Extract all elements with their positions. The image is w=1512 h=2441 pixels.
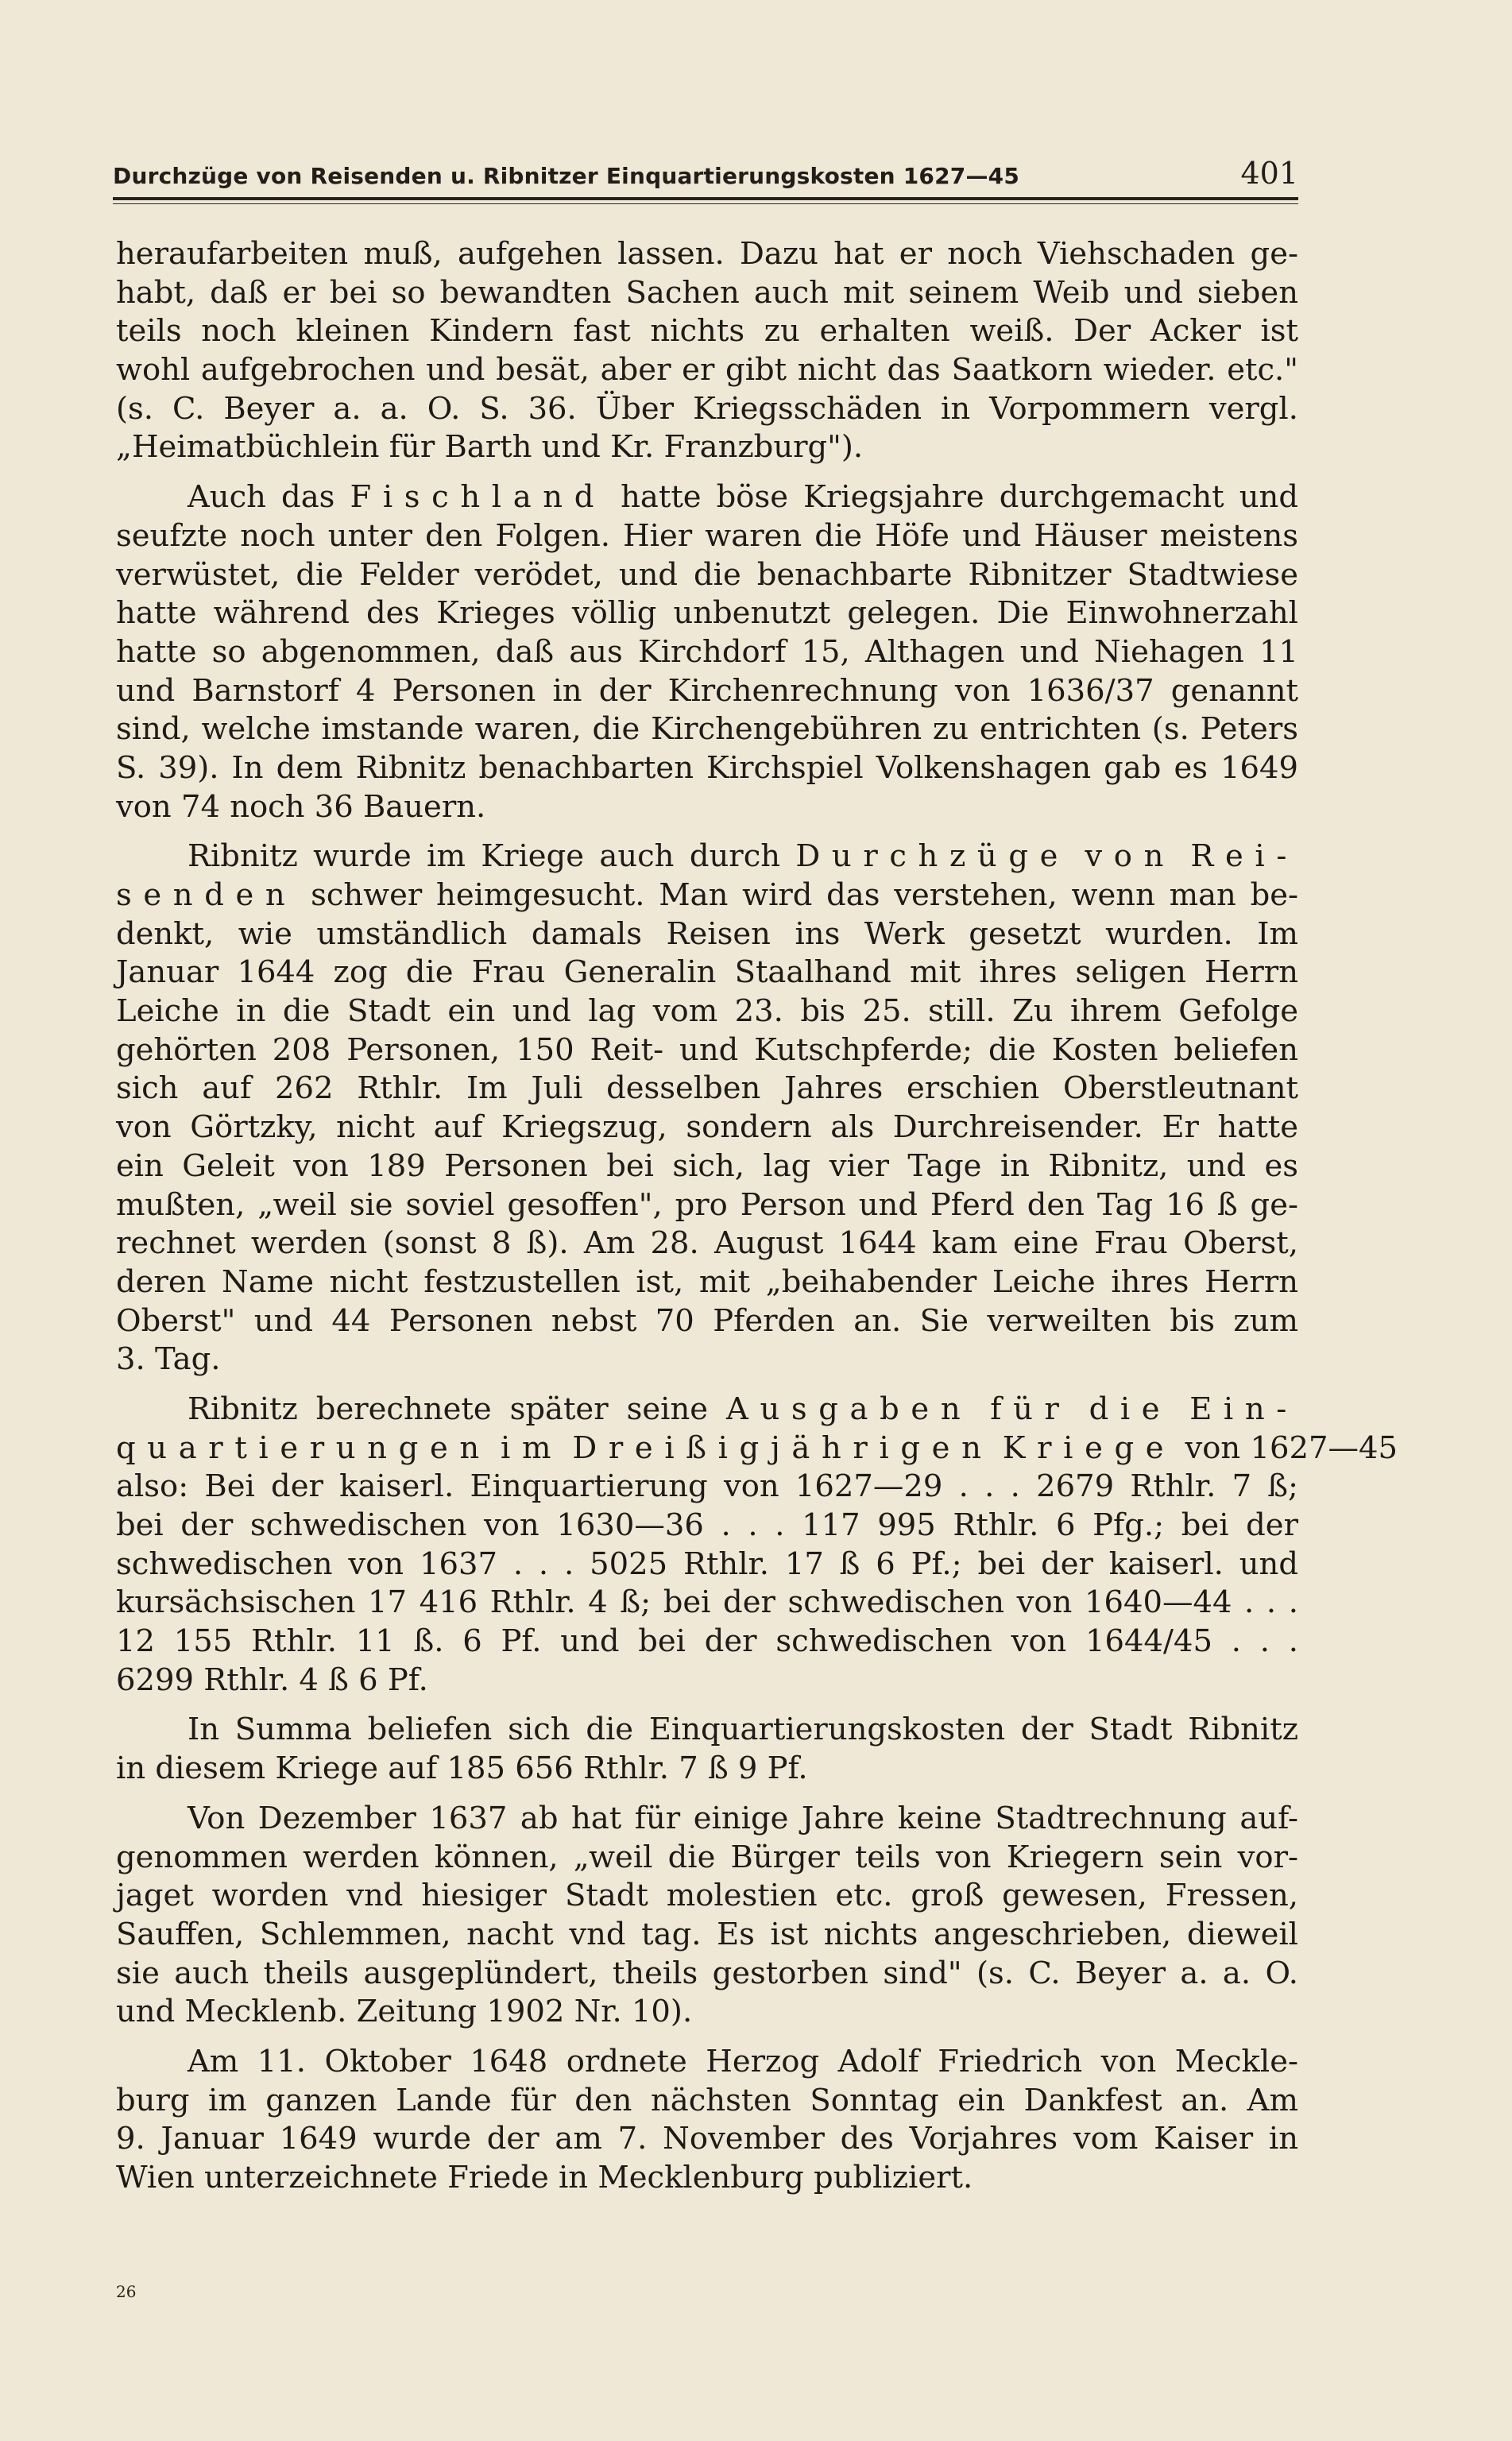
- text-line: 6299 Rthlr. 4 ß 6 Pf.: [116, 1662, 428, 1698]
- text-line: Ribnitz berechnete später seine Ausgaben für die Ein-: [188, 1391, 1298, 1427]
- text-line: gehörten 208 Personen, 150 Reit- und Kutschpferde; die Kosten beliefen: [116, 1031, 1298, 1068]
- text-line: und Mecklenb. Zeitung 1902 Nr. 10).: [116, 1994, 693, 2030]
- text-line: quartierungen im Dreißigjährigen Kriege von 1627—45: [116, 1429, 1398, 1466]
- running-title: Durchzüge von Reisenden u. Ribnitzer Einquartierungskosten 1627—45: [113, 163, 1020, 189]
- paragraph-gap: [116, 826, 1298, 838]
- text-line: habt, daß er bei so bewandten Sachen auch mit seinem Weib und sieben: [116, 274, 1298, 311]
- text-line: bei der schwedischen von 1630—36 . . . 117 995 Rthlr. 6 Pfg.; bei der: [116, 1507, 1298, 1543]
- paragraph-gap: [116, 467, 1298, 478]
- text-line: rechnet werden (sonst 8 ß). Am 28. August 1644 kam eine Frau Oberst,: [116, 1225, 1298, 1262]
- text-line: genommen werden können, „weil die Bürger teils von Kriegern sein vor-: [116, 1839, 1298, 1875]
- text-line: In Summa beliefen sich die Einquartierungskosten der Stadt Ribnitz: [188, 1712, 1298, 1748]
- text-line: sie auch theils ausgeplündert, theils gestorben sind" (s. C. Beyer a. a. O.: [116, 1955, 1298, 1991]
- text-line: Ribnitz wurde im Kriege auch durch Durchzüge von Rei-: [188, 838, 1298, 875]
- running-header: [113, 156, 1298, 191]
- text-line: denkt, wie umständlich damals Reisen ins Werk gesetzt wurden. Im: [116, 915, 1298, 952]
- text-line: S. 39). In dem Ribnitz benachbarten Kirchspiel Volkenshagen gab es 1649: [116, 749, 1298, 786]
- text-line: Sauffen, Schlemmen, nacht vnd tag. Es ist nichts angeschrieben, dieweil: [116, 1916, 1298, 1952]
- text-line: schwedischen von 1637 . . . 5025 Rthlr. 17 ß 6 Pf.; bei der kaiserl. und: [116, 1545, 1298, 1582]
- signature-mark: 26: [116, 2282, 137, 2301]
- text-line: Oberst" und 44 Personen nebst 70 Pferden an. Sie verweilten bis zum: [116, 1302, 1298, 1339]
- text-line: hatte so abgenommen, daß aus Kirchdorf 15, Althagen und Niehagen 11: [116, 633, 1298, 670]
- text-line: 3. Tag.: [116, 1341, 221, 1378]
- paragraph-gap: [116, 1789, 1298, 1800]
- paragraph-gap: [116, 1379, 1298, 1391]
- text-line: sind, welche imstande waren, die Kirchengebühren zu entrichten (s. Peters: [116, 711, 1298, 748]
- text-line: kursächsischen 17 416 Rthlr. 4 ß; bei der schwedischen von 1640—44 . . .: [116, 1584, 1298, 1621]
- text-line: Am 11. Oktober 1648 ordnete Herzog Adolf Friedrich von Meckle-: [188, 2043, 1298, 2079]
- text-line: senden schwer heimgesucht. Man wird das verstehen, wenn man be-: [116, 877, 1299, 913]
- text-line: jaget worden vnd hiesiger Stadt molestien etc. groß gewesen, Fressen,: [116, 1878, 1298, 1914]
- text-line: Wien unterzeichnete Friede in Mecklenburg publiziert.: [116, 2160, 973, 2195]
- text-line: wohl aufgebrochen und besät, aber er gibt nicht das Saatkorn wieder. etc.": [116, 352, 1298, 389]
- header-rule-thin: [113, 203, 1298, 204]
- text-line: (s. C. Beyer a. a. O. S. 36. Über Kriegsschäden in Vorpommern vergl.: [116, 390, 1298, 427]
- text-line: seufzte noch unter den Folgen. Hier waren die Höfe und Häuser meistens: [116, 517, 1298, 554]
- text-line: 12 155 Rthlr. 11 ß. 6 Pf. und bei der schwedischen von 1644/45 . . .: [116, 1623, 1298, 1660]
- text-line: in diesem Kriege auf 185 656 Rthlr. 7 ß 9 Pf.: [116, 1750, 808, 1787]
- text-line: von Görtzky, nicht auf Kriegszug, sondern als Durchreisender. Er hatte: [116, 1109, 1298, 1146]
- text-line: heraufarbeiten muß, aufgehen lassen. Dazu hat er noch Viehschaden ge-: [116, 236, 1298, 272]
- text-line: Von Dezember 1637 ab hat für einige Jahre keine Stadtrechnung auf-: [188, 1800, 1298, 1836]
- text-line: sich auf 262 Rthlr. Im Juli desselben Jahres erschien Oberstleutnant: [116, 1070, 1298, 1107]
- paragraph-gap: [116, 1700, 1298, 1711]
- text-line: Januar 1644 zog die Frau Generalin Staalhand mit ihres seligen Herrn: [116, 954, 1298, 991]
- text-line: verwüstet, die Felder verödet, und die benachbarte Ribnitzer Stadtwiese: [116, 556, 1298, 593]
- text-line: Leiche in die Stadt ein und lag vom 23. bis 25. still. Zu ihrem Gefolge: [116, 993, 1298, 1030]
- paragraph-gap: [116, 2032, 1298, 2043]
- text-line: also: Bei der kaiserl. Einquartierung von 1627—29 . . . 2679 Rthlr. 7 ß;: [116, 1468, 1298, 1505]
- text-line: teils noch kleinen Kindern fast nichts zu erhalten weiß. Der Acker ist: [116, 313, 1298, 350]
- header-rule: [113, 197, 1298, 200]
- text-line: von 74 noch 36 Bauern.: [116, 788, 486, 825]
- text-line: 9. Januar 1649 wurde der am 7. November des Vorjahres vom Kaiser in: [116, 2121, 1298, 2157]
- text-line: hatte während des Krieges völlig unbenutzt gelegen. Die Einwohnerzahl: [116, 595, 1298, 632]
- page-number: 401: [1240, 156, 1298, 191]
- text-line: deren Name nicht festzustellen ist, mit „beihabender Leiche ihres Herrn: [116, 1263, 1298, 1300]
- text-line: „Heimatbüchlein für Barth und Kr. Franzburg").: [116, 429, 864, 466]
- text-line: Auch das Fischland hatte böse Kriegsjahre durchgemacht und: [188, 479, 1298, 516]
- body-text: [116, 235, 1398, 2198]
- text-line: ein Geleit von 189 Personen bei sich, lag vier Tage in Ribnitz, und es: [116, 1147, 1298, 1184]
- text-line: und Barnstorf 4 Personen in der Kirchenrechnung von 1636/37 genannt: [116, 672, 1298, 709]
- text-line: burg im ganzen Lande für den nächsten Sonntag ein Dankfest an. Am: [116, 2082, 1298, 2118]
- text-line: mußten, „weil sie soviel gesoffen", pro Person und Pferd den Tag 16 ß ge-: [116, 1186, 1298, 1223]
